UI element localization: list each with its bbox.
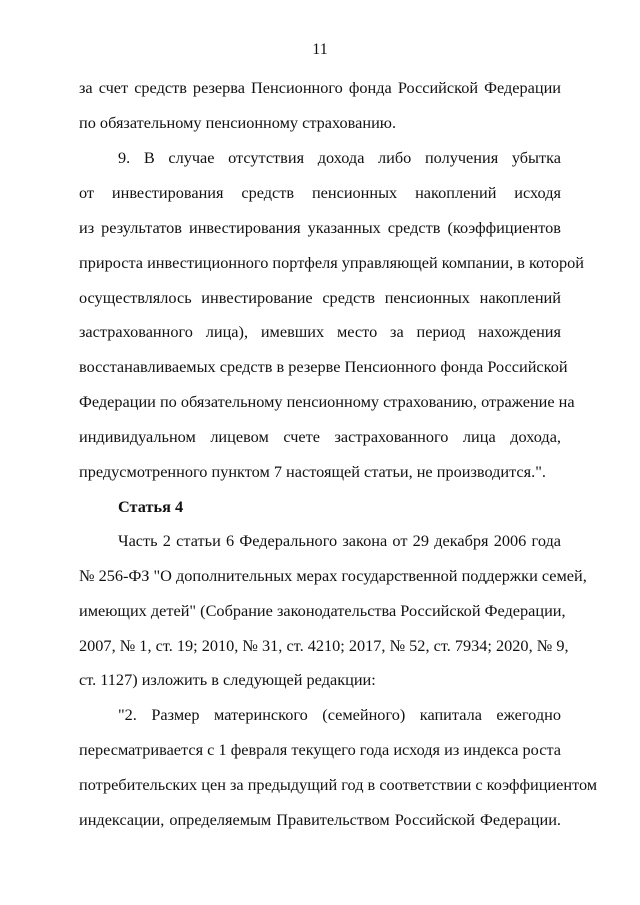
text-line: индексации, определяемым Правительством Российской Федерации. [79, 810, 561, 829]
text-line: ст. 1127) изложить в следующей редакции: [79, 670, 376, 689]
paragraph-first-line: 9. В случае отсутствия дохода либо получения убытка [118, 148, 561, 167]
text-line: Федерации по обязательному пенсионному страхованию, отражение на [79, 392, 575, 411]
text-line: за счет средств резерва Пенсионного фонда Российской Федерации [79, 78, 561, 97]
text-line: № 256-ФЗ "О дополнительных мерах государственной поддержки семей, [79, 566, 587, 585]
paragraph-first-line: "2. Размер материнского (семейного) капитала ежегодно [118, 705, 561, 724]
text-line: индивидуальном лицевом счете застрахованного лица дохода, [79, 427, 561, 446]
text-line: из результатов инвестирования указанных средств (коэффициентов [79, 218, 561, 237]
text-line: предусмотренного пунктом 7 настоящей статьи, не производится.". [79, 462, 546, 481]
paragraph-first-line: Часть 2 статьи 6 Федерального закона от 29 декабря 2006 года [118, 531, 561, 550]
text-line: пересматривается с 1 февраля текущего года исходя из индекса роста [79, 740, 561, 759]
text-line: осуществлялось инвестирование средств пенсионных накоплений [79, 288, 561, 307]
text-line: имеющих детей" (Собрание законодательства Российской Федерации, [79, 601, 566, 620]
page-number: 11 [312, 41, 328, 58]
text-line: восстанавливаемых средств в резерве Пенсионного фонда Российской [79, 357, 568, 376]
text-line: потребительских цен за предыдущий год в соответствии с коэффициентом [79, 775, 598, 794]
text-line: от инвестирования средств пенсионных накоплений исходя [79, 183, 561, 202]
text-line: застрахованного лица), имевших место за период нахождения [79, 322, 561, 341]
text-line: прироста инвестиционного портфеля управляющей компании, в которой [79, 253, 585, 272]
text-line: 2007, № 1, ст. 19; 2010, № 31, ст. 4210; 2017, № 52, ст. 7934; 2020, № 9, [79, 636, 569, 655]
text-line: по обязательному пенсионному страхованию. [79, 113, 397, 132]
article-heading: Статья 4 [118, 497, 184, 516]
